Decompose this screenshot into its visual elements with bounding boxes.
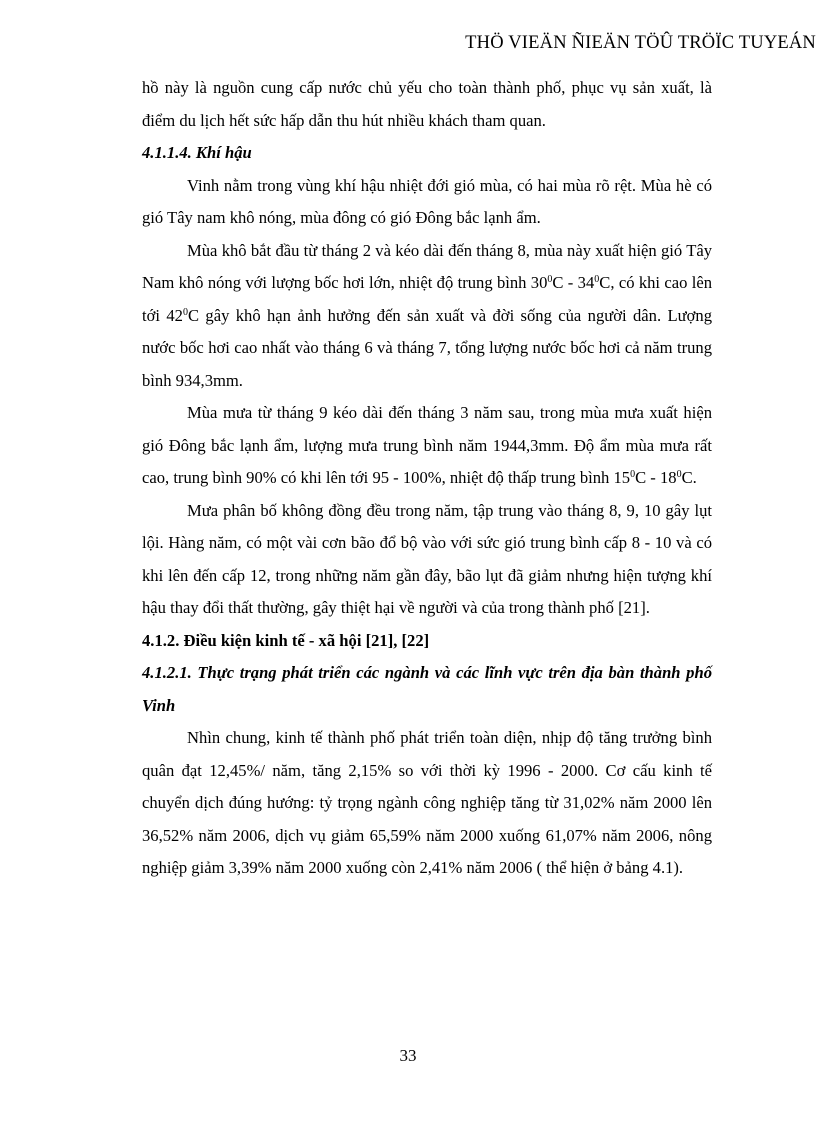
paragraph-economy: Nhìn chung, kinh tế thành phố phát triển toàn diện, nhịp độ tăng trưởng bình quân đạt 12,45%/ năm, tăng 2,15% so với thời kỳ 1996 - 2000. Cơ cấu kinh tế chuyển dịch đúng hướng: tỷ trọng ngành công nghiệp tăng từ 31,02% năm 2000 lên 36,52% năm 2006, dịch vụ giảm 65,59% năm 2000 xuống 61,07% năm 2006, nông nghiệp giảm 3,39% năm 2000 xuống còn 2,41% năm 2006 ( thể hiện ở bảng 4.1). [142,728,712,877]
heading-economic-conditions: 4.1.2. Điều kiện kinh tế - xã hội [21], [22] [142,630,430,650]
heading-development-status: 4.1.2.1. Thực trạng phát triển các ngành và các lĩnh vực trên địa bàn thành phố Vinh [142,663,712,715]
paragraph-lake: hồ này là nguồn cung cấp nước chủ yếu cho toàn thành phố, phục vụ sản xuất, là điểm du lịch hết sức hấp dẫn thu hút nhiều khách tham quan. [142,78,712,130]
paragraph-climate-intro: Vinh nằm trong vùng khí hậu nhiệt đới gió mùa, có hai mùa rõ rệt. Mùa hè có gió Tây nam khô nóng, mùa đông có gió Đông bắc lạnh ẩm. [142,175,712,227]
page-number: 33 [399,1046,417,1065]
heading-khi-hau: 4.1.1.4. Khí hậu [142,143,252,162]
paragraph-dry-season: Mùa khô bắt đầu từ tháng 2 và kéo dài đến tháng 8, mùa này xuất hiện gió Tây Nam khô nóng với lượng bốc hơi lớn, nhiệt độ trung bình $30^0C - 34^0C$, có khi cao lên tới $42^0C$ gây khô hạn ảnh hưởng đến sản xuất và đời sống của người dân. Lượng nước bốc hơi cao nhất vào tháng 6 và tháng 7, tổng lượng nước bốc hơi cả năm trung bình 934,3mm. [142,240,713,390]
paragraph-rainfall: Mưa phân bố không đồng đều trong năm, tập trung vào tháng 8, 9, 10 gây lụt lội. Hàng năm, có một vài cơn bão đổ bộ vào với sức gió trung bình cấp 8 - 10 và có khi lên đến cấp 12, trong những năm gần đây, bão lụt đã giảm nhưng hiện tượng khí hậu thay đổi thất thường, gây thiệt hại về người và của trong thành phố [21]. [142,500,712,617]
page-header: THÖ VIEÄN ÑIEÄN TÖÛ TRÖÏC TUYEÁN [465,33,816,53]
paragraph-rainy-season: Mùa mưa từ tháng 9 kéo dài đến tháng 3 năm sau, trong mùa mưa xuất hiện gió Đông bắc lạnh ẩm, lượng mưa trung bình năm 1944,3mm. Độ ẩm mùa mưa rất cao, trung bình 90% có khi lên tới 95 - 100%, nhiệt độ thấp trung bình $15^0C - 18^0C$. [142,403,712,487]
document-body [142,72,712,885]
